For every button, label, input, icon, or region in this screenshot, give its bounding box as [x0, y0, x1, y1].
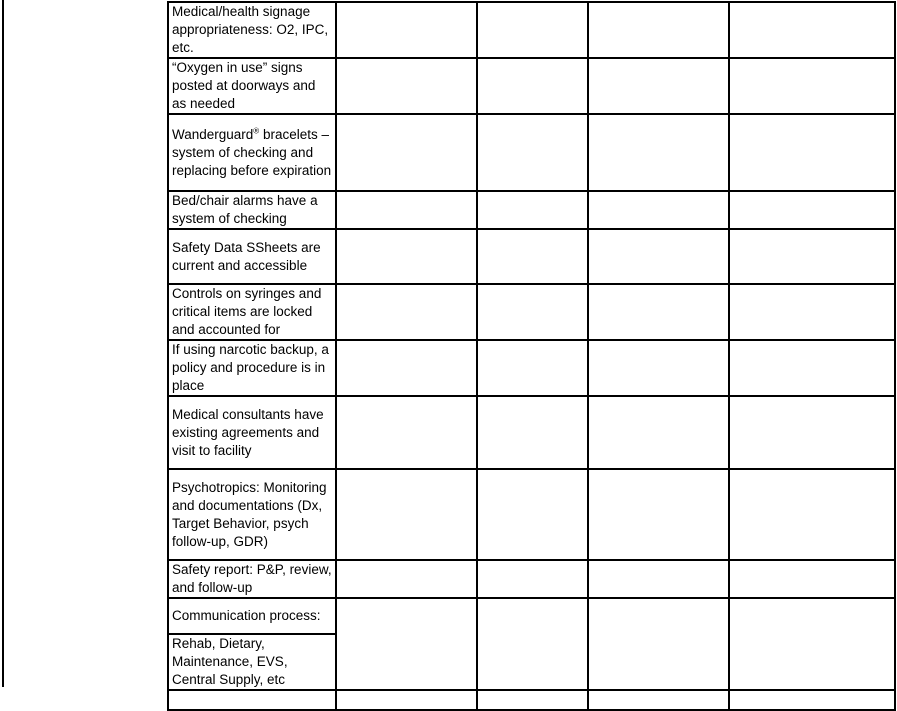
entry-cell[interactable]: [336, 690, 477, 710]
entry-cell[interactable]: [588, 560, 729, 598]
item-label-text: Medical/health signage appropriateness: O2, IPC, etc.: [172, 4, 329, 55]
item-label: [168, 690, 336, 710]
entry-cell[interactable]: [477, 690, 588, 710]
entry-cell[interactable]: [336, 114, 477, 191]
entry-cell[interactable]: [477, 560, 588, 598]
table-row: [168, 469, 895, 560]
registered-mark: ®: [253, 126, 260, 135]
entry-cell[interactable]: [336, 191, 477, 229]
item-label: [168, 598, 336, 634]
table-row: [168, 340, 895, 396]
entry-cell[interactable]: [588, 2, 729, 58]
entry-cell[interactable]: [729, 229, 895, 284]
entry-cell[interactable]: [729, 690, 895, 710]
item-label: [168, 340, 336, 396]
entry-cell[interactable]: [729, 396, 895, 469]
entry-cell[interactable]: [477, 340, 588, 396]
entry-cell[interactable]: [477, 396, 588, 469]
item-label: [168, 2, 336, 58]
item-label: [168, 229, 336, 284]
table-row: [168, 560, 895, 598]
entry-cell[interactable]: [588, 396, 729, 469]
entry-cell[interactable]: [477, 114, 588, 191]
table-row: [168, 114, 895, 191]
entry-cell[interactable]: [477, 229, 588, 284]
page-left-border: [2, 0, 4, 687]
entry-cell[interactable]: [729, 58, 895, 114]
table-row: [168, 396, 895, 469]
entry-cell[interactable]: [729, 469, 895, 560]
entry-cell[interactable]: [729, 2, 895, 58]
entry-cell[interactable]: [336, 560, 477, 598]
entry-cell[interactable]: [729, 284, 895, 340]
item-label-text: Bed/chair alarms have a system of checking: [172, 193, 318, 226]
item-label-text: bracelets – system of checking and replacing before expiration: [172, 126, 332, 178]
item-label-text: Wanderguard: [172, 126, 254, 142]
item-label: [168, 114, 336, 191]
table-row: [168, 598, 895, 634]
checklist-table: [167, 1, 896, 711]
item-label: [168, 634, 336, 690]
entry-cell[interactable]: [588, 114, 729, 191]
entry-cell[interactable]: [729, 560, 895, 598]
item-label-text: Safety report: P&P, review, and follow-up: [172, 562, 332, 595]
item-label: [168, 284, 336, 340]
item-label: [168, 58, 336, 114]
entry-cell[interactable]: [588, 284, 729, 340]
entry-cell[interactable]: [588, 340, 729, 396]
entry-cell[interactable]: [477, 469, 588, 560]
entry-cell[interactable]: [336, 469, 477, 560]
item-label-text: Rehab, Dietary, Maintenance, EVS, Central Supply, etc: [172, 636, 288, 687]
entry-cell[interactable]: [477, 284, 588, 340]
table-row: [168, 284, 895, 340]
entry-cell[interactable]: [729, 191, 895, 229]
item-label-text: “Oxygen in use” signs posted at doorways and as needed: [172, 60, 316, 111]
item-label: [168, 396, 336, 469]
item-label: [168, 469, 336, 560]
entry-cell[interactable]: [729, 340, 895, 396]
entry-cell[interactable]: [477, 191, 588, 229]
item-label: [168, 191, 336, 229]
entry-cell[interactable]: [729, 114, 895, 191]
entry-cell[interactable]: [588, 469, 729, 560]
item-label-text: Controls on syringes and critical items are locked and accounted for: [172, 286, 322, 337]
entry-cell[interactable]: [336, 340, 477, 396]
table-row: [168, 191, 895, 229]
entry-cell[interactable]: [477, 598, 588, 690]
table-row: [168, 690, 895, 710]
entry-cell[interactable]: [336, 58, 477, 114]
entry-cell[interactable]: [477, 58, 588, 114]
entry-cell[interactable]: [729, 598, 895, 690]
entry-cell[interactable]: [336, 284, 477, 340]
item-label-text: Communication process:: [172, 608, 321, 623]
item-label-text: Safety Data SSheets are current and accessible: [172, 239, 321, 273]
table-row: [168, 229, 895, 284]
item-label: [168, 560, 336, 598]
entry-cell[interactable]: [588, 690, 729, 710]
entry-cell[interactable]: [336, 2, 477, 58]
table-row: [168, 2, 895, 58]
table-row: [168, 58, 895, 114]
entry-cell[interactable]: [588, 598, 729, 690]
entry-cell[interactable]: [588, 191, 729, 229]
entry-cell[interactable]: [477, 2, 588, 58]
entry-cell[interactable]: [336, 229, 477, 284]
entry-cell[interactable]: [336, 598, 477, 690]
item-label-text: Psychotropics: Monitoring and documentations (Dx, Target Behavior, psych follow-up, GDR): [172, 479, 327, 549]
entry-cell[interactable]: [336, 396, 477, 469]
entry-cell[interactable]: [588, 58, 729, 114]
entry-cell[interactable]: [588, 229, 729, 284]
item-label-text: If using narcotic backup, a policy and procedure is in place: [172, 342, 329, 393]
item-label-text: Medical consultants have existing agreements and visit to facility: [172, 406, 324, 458]
